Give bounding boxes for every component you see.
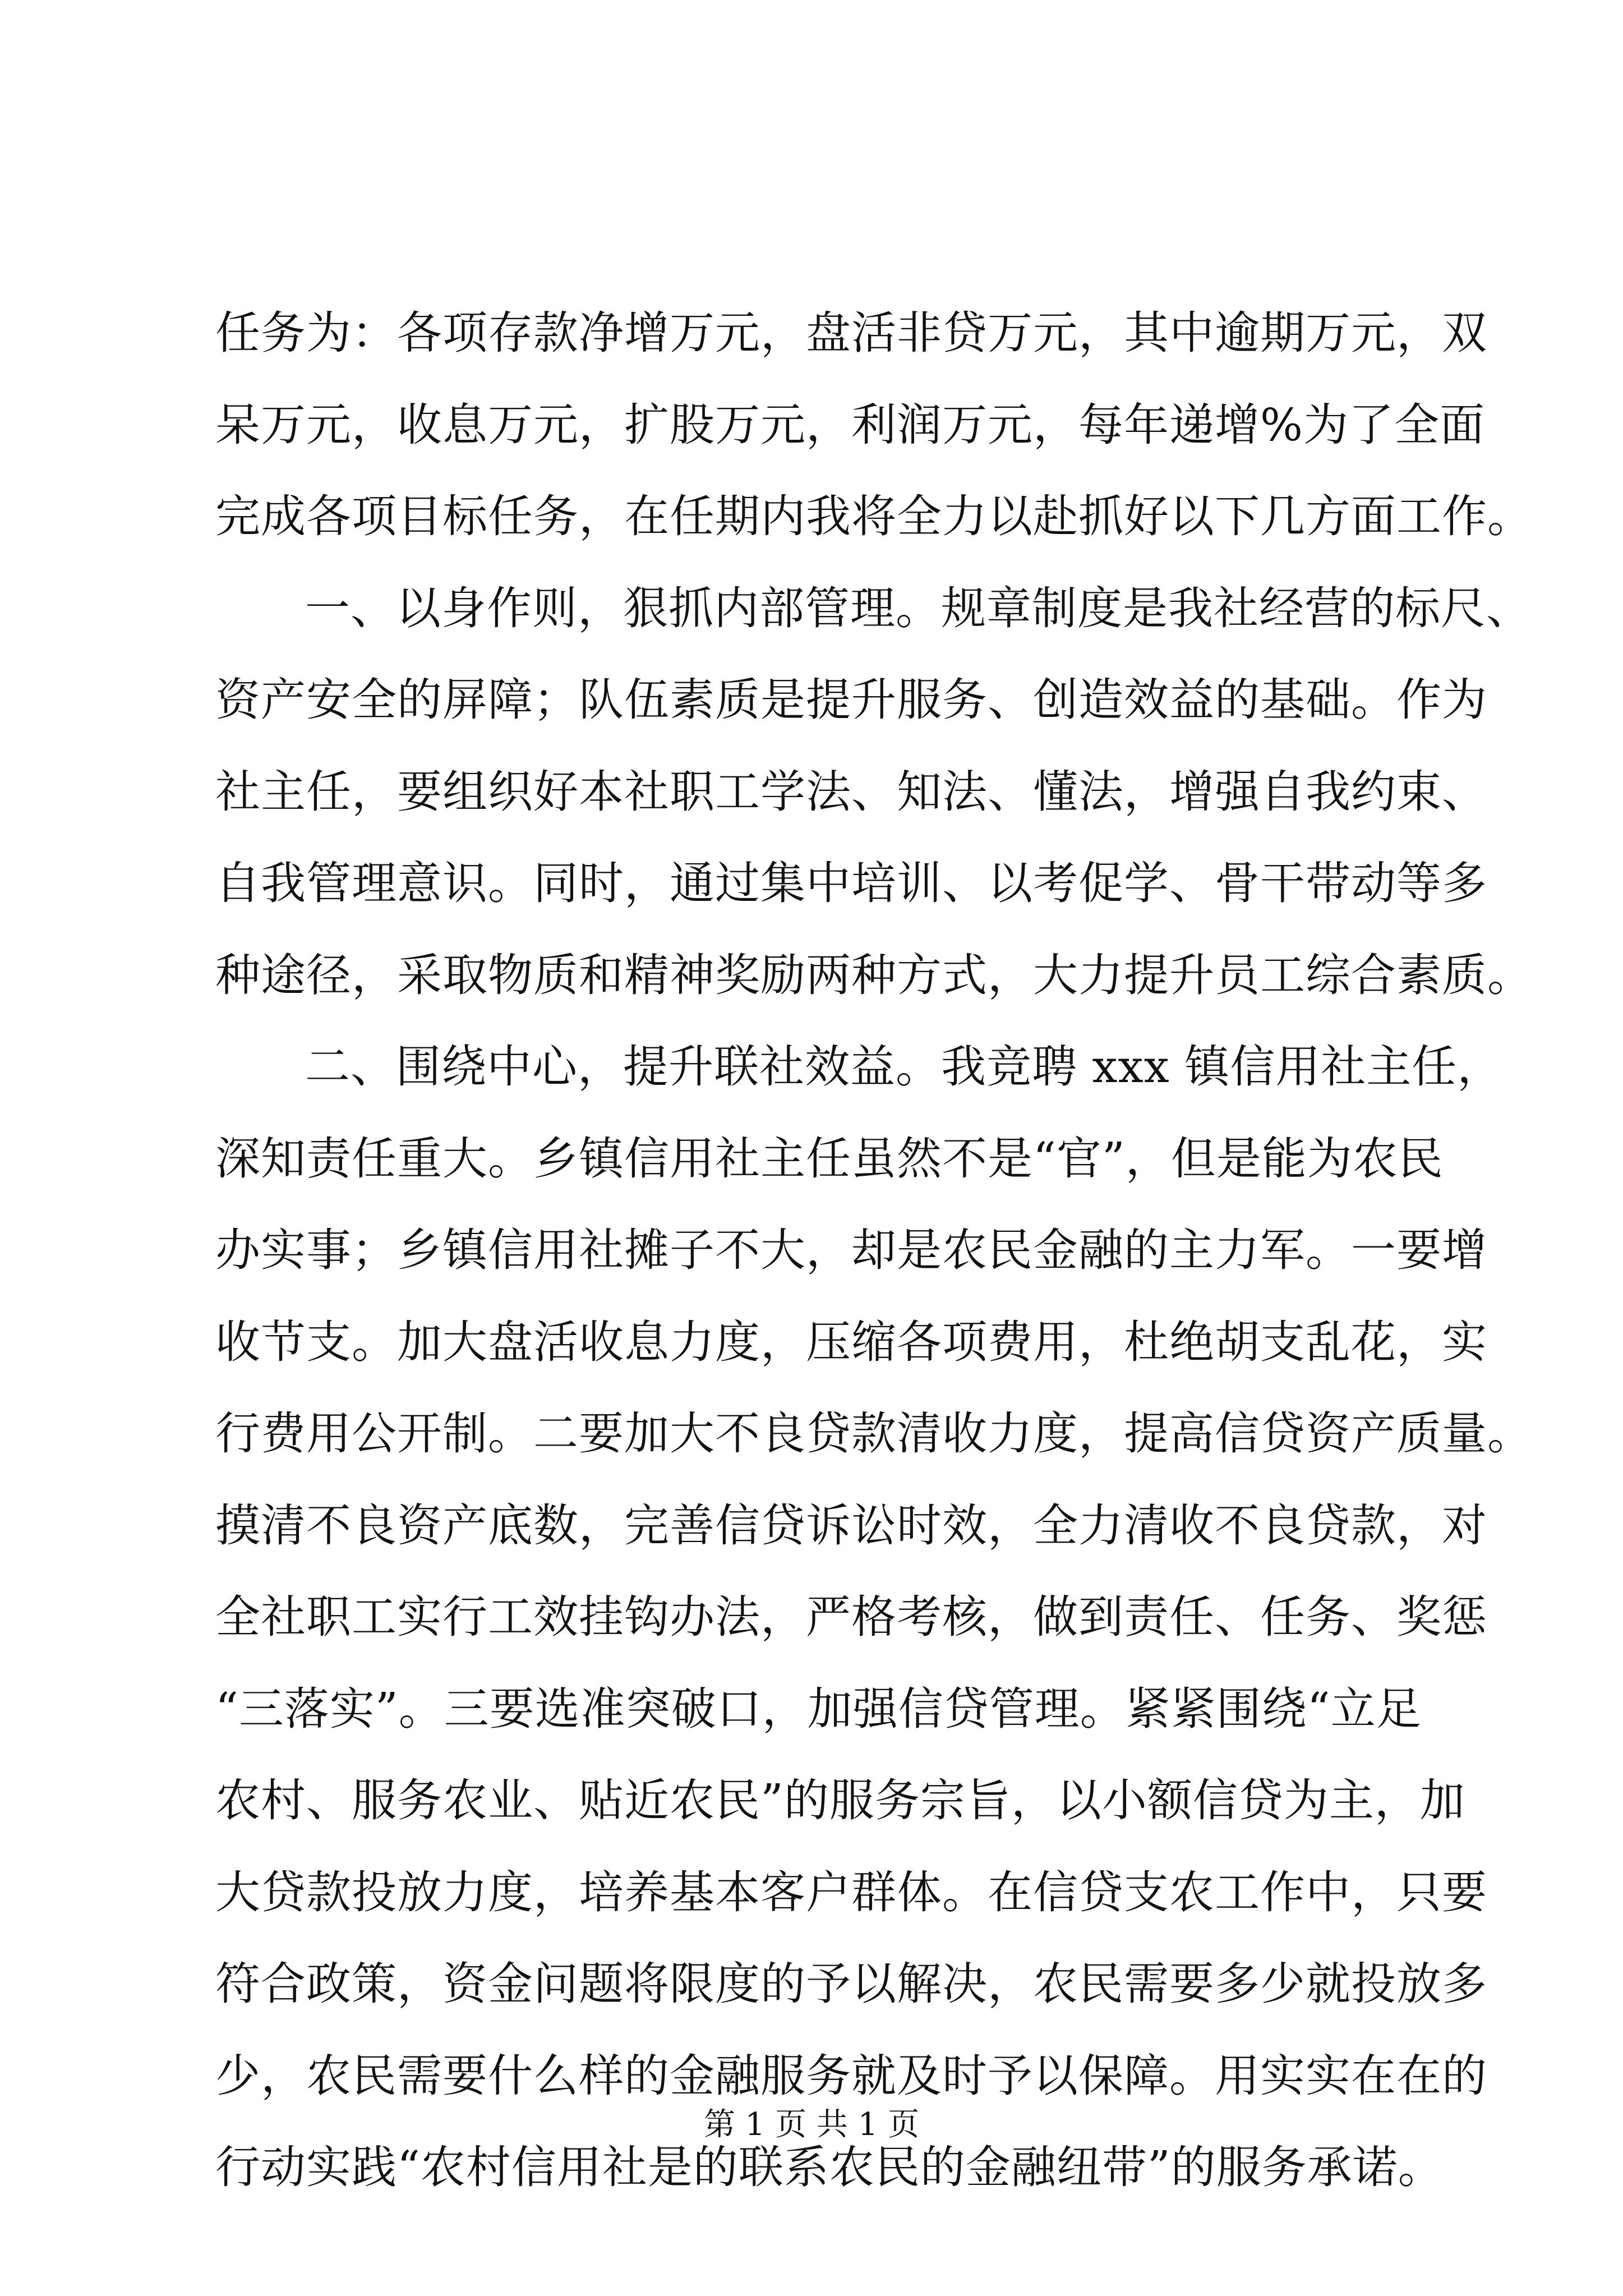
text-line: 深知责任重大。乡镇信用社主任虽然不是“官”，但是能为农民 [215,1132,1444,1185]
text-line: “三落实”。三要选准突破口，加强信贷管理。紧紧围绕“立足 [215,1682,1422,1735]
text-line: 资产安全的屏障；队伍素质是提升服务、创造效益的基础。作为 [215,674,1487,726]
page-number-footer: 第 1 页 共 1 页 [703,2106,920,2143]
text-line: 任务为：各项存款净增万元，盘活非贷万元，其中逾期万元，双 [215,307,1487,359]
text-line: 办实事；乡镇信用社摊子不大，却是农民金融的主力军。一要增 [215,1224,1487,1276]
text-line: 摸清不良资产底数，完善信贷诉讼时效，全力清收不良贷款，对 [215,1499,1487,1552]
text-line: 二、围绕中心，提升联社效益。我竞聘 xxx 镇信用社主任， [305,1041,1503,1093]
text-line: 全社职工实行工效挂钩办法，严格考核，做到责任、任务、奖惩 [215,1591,1487,1643]
text-line: 社主任，要组织好本社职工学法、知法、懂法，增强自我约束、 [215,765,1487,818]
text-line: 种途径，采取物质和精神奖励两种方式，大力提升员工综合素质。 [215,949,1533,1001]
text-line: 大贷款投放力度，培养基本客户群体。在信贷支农工作中，只要 [215,1866,1487,1918]
text-line: 行费用公开制。二要加大不良贷款清收力度，提高信贷资产质量。 [215,1407,1533,1460]
text-line: 收节支。加大盘活收息力度，压缩各项费用，杜绝胡支乱花，实 [215,1315,1487,1368]
text-line: 符合政策，资金问题将限度的予以解决，农民需要多少就投放多 [215,1958,1487,2010]
text-line: 行动实践“农村信用社是的联系农民的金融纽带”的服务承诺。 [215,2141,1444,2193]
text-line: 呆万元，收息万元，扩股万元，利润万元，每年递增%为了全面 [215,398,1486,451]
text-line: 农村、服务农业、贴近农民”的服务宗旨，以小额信贷为主，加 [215,1774,1465,1826]
text-line: 一、以身作则，狠抓内部管理。规章制度是我社经营的标尺、 [305,582,1532,634]
text-line: 少，农民需要什么样的金融服务就及时予以保障。用实实在在的 [215,2049,1487,2102]
text-line: 完成各项目标任务，在任期内我将全力以赴抓好以下几方面工作。 [215,490,1533,542]
text-line: 自我管理意识。同时，通过集中培训、以考促学、骨干带动等多 [215,857,1487,909]
body-text [215,287,1533,2214]
